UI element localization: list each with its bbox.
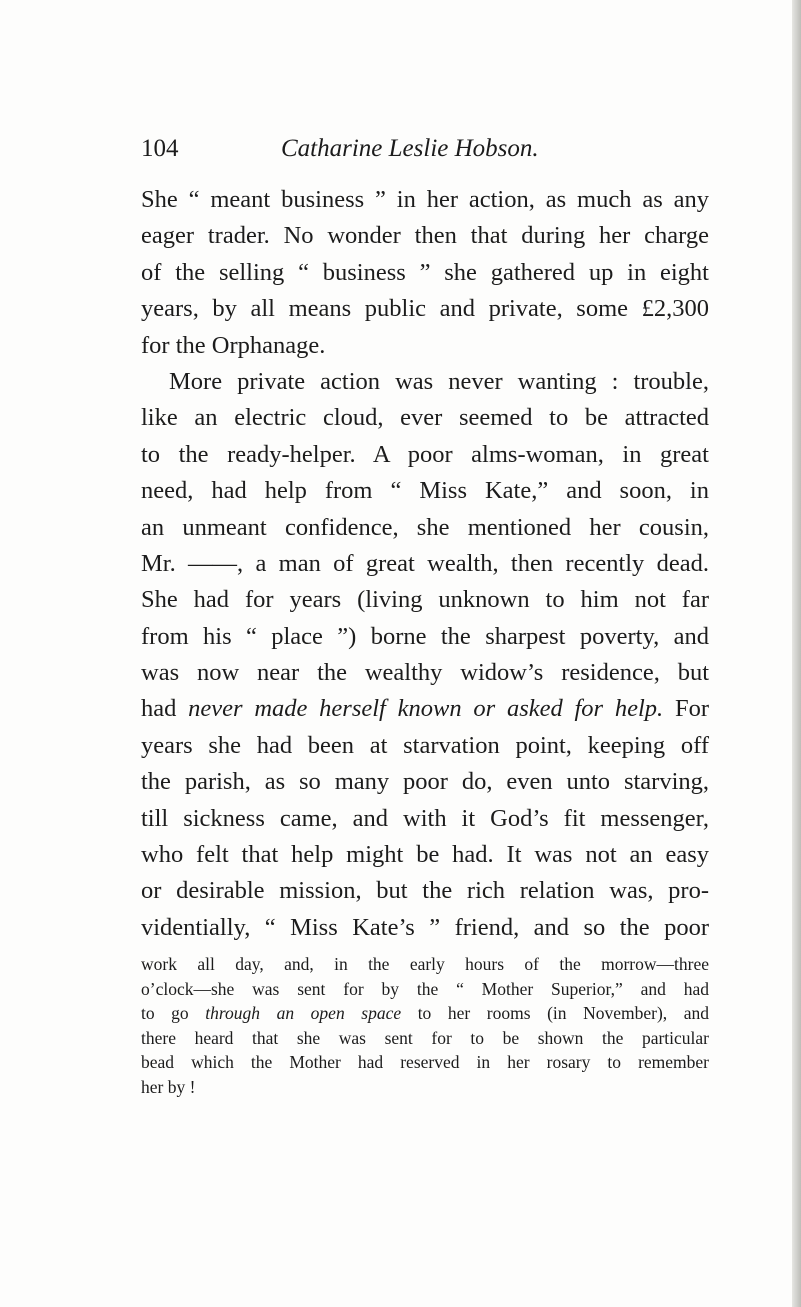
text-line: need, had help from “ Miss Kate,” and soon, in [141, 477, 709, 505]
text-line: She had for years (living unknown to him not far [141, 586, 709, 614]
text-line: bead which the Mother had reserved in her rosary to remember [141, 1052, 709, 1072]
text-line: to the ready-helper. A poor alms-woman, in great [141, 440, 709, 468]
text-line: or desirable mission, but the rich relation was, pro- [141, 877, 709, 905]
page-number: 104 [141, 135, 179, 162]
text-line: from his “ place ”) borne the sharpest poverty, and [141, 622, 709, 650]
page-edge-shadow [792, 0, 801, 1307]
text-line: was now near the wealthy widow’s residence, but [141, 659, 709, 687]
text-line [141, 1001, 709, 1026]
text-line: there heard that she was sent for to be shown the particular [141, 1027, 709, 1048]
text-line: who felt that help might be had. It was not an easy [141, 841, 709, 869]
text-line: She “ meant business ” in her action, as much as any [141, 186, 709, 213]
text-line: her by ! [141, 1076, 196, 1097]
text-line: More private action was never wanting : trouble, [169, 367, 709, 395]
continuation-paragraph [141, 952, 709, 1099]
text-line: the parish, as so many poor do, even unto starving, [141, 768, 709, 796]
running-title: Catharine Leslie Hobson. [281, 135, 539, 162]
text-line: of the selling “ business ” she gathered up in eight [141, 258, 709, 286]
text-fragment: to go [141, 1003, 189, 1023]
text-line [141, 691, 709, 727]
text-line: work all day, and, in the early hours of the morrow—three [141, 954, 709, 974]
text-fragment: For [674, 695, 710, 723]
text-fragment: to her rooms (in November), and [417, 1003, 710, 1023]
text-line: videntially, “ Miss Kate’s ” friend, and so the poor [141, 913, 709, 941]
page-header [141, 135, 701, 175]
italic-phrase: through an open space [205, 1003, 402, 1023]
text-line: o’clock—she was sent for by the “ Mother Superior,” and had [141, 978, 709, 999]
main-paragraphs [141, 182, 709, 946]
text-line: eager trader. No wonder then that during her charge [141, 222, 709, 250]
text-line: years, by all means public and private, some £2,300 [141, 295, 709, 323]
text-line: an unmeant confidence, she mentioned her cousin, [141, 513, 709, 541]
text-line: till sickness came, and with it God’s fit messenger, [141, 804, 709, 832]
text-line: years she had been at starvation point, keeping off [141, 731, 709, 759]
text-line: Mr. ——, a man of great wealth, then recently dead. [141, 549, 709, 577]
text-line: like an electric cloud, ever seemed to be attracted [141, 404, 709, 432]
text-fragment: had [141, 695, 177, 723]
text-line: for the Orphanage. [141, 331, 326, 359]
italic-phrase: never made herself known or asked for help. [188, 695, 664, 723]
